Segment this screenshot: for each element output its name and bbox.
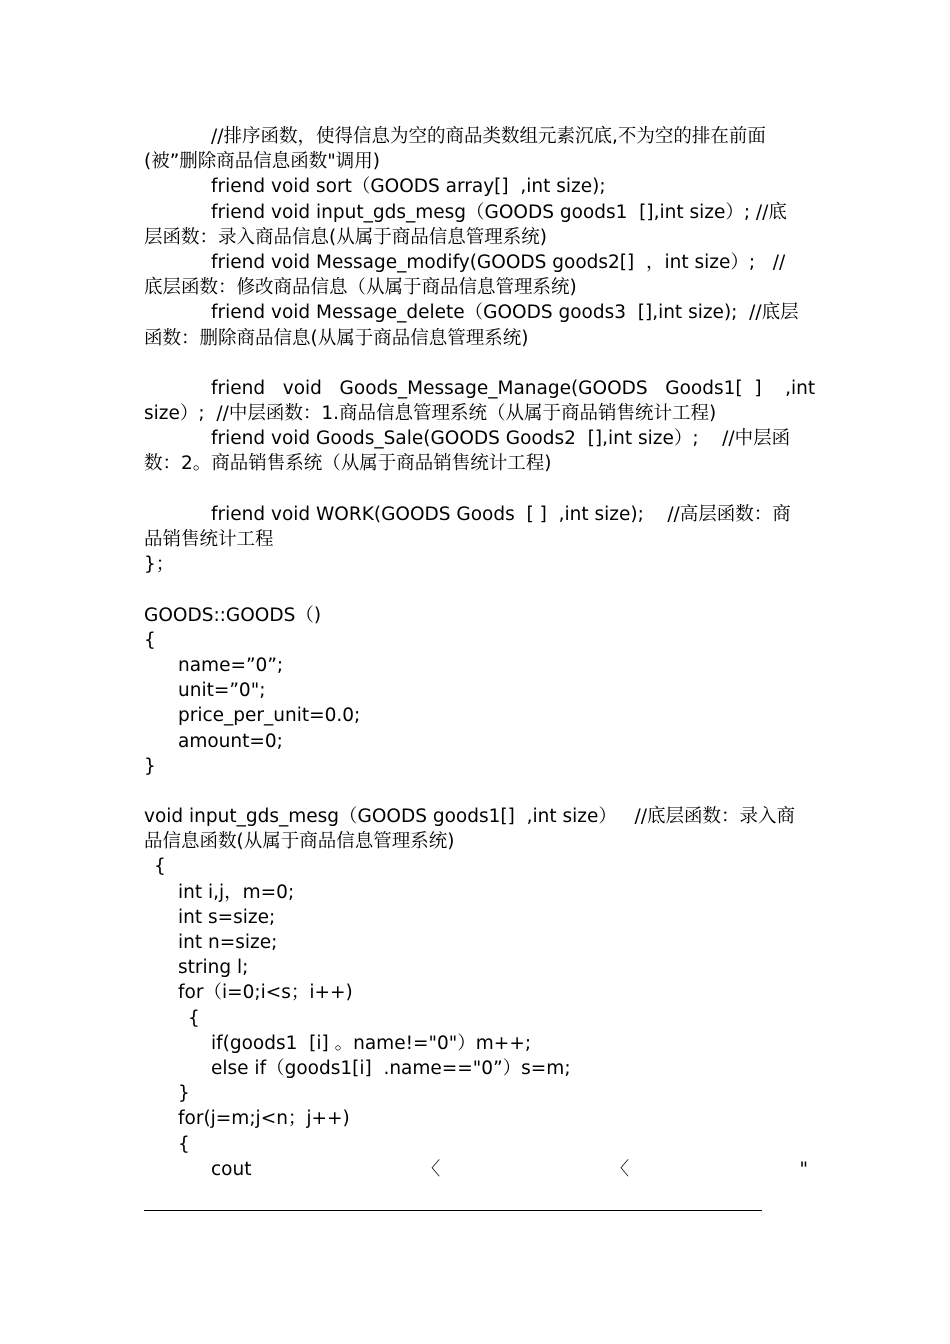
blank-line — [144, 351, 808, 376]
cout-line — [144, 1157, 808, 1182]
horizontal-rule — [144, 1210, 762, 1211]
code-line: friend void Message_modify(GOODS goods2[] ，int size）; // — [211, 251, 786, 273]
code-line: { — [144, 629, 156, 651]
code-line: int n=size; — [178, 932, 278, 953]
code-line: for(j=m;j<n；j++) — [178, 1108, 350, 1130]
stream-operator-1: 〈 — [421, 1158, 441, 1180]
code-line: int i,j，m=0; — [178, 881, 295, 903]
code-line: friend void Goods_Message_Manage(GOODS Goods1[ ] ,int — [211, 377, 816, 399]
code-line: friend void sort（GOODS array[] ,int size); — [211, 176, 606, 198]
code-line: GOODS::GOODS（) — [144, 604, 322, 626]
code-line: 数：2。商品销售系统（从属于商品销售统计工程) — [144, 453, 552, 475]
comment-line: //排序函数，使得信息为空的商品类数组元素沉底,不为空的排在前面 — [211, 126, 766, 147]
code-line: { — [188, 1007, 200, 1029]
code-line: { — [154, 856, 166, 878]
code-line: }； — [144, 554, 175, 576]
code-line: size）; //中层函数：1.商品信息管理系统（从属于商品销售统计工程) — [144, 403, 717, 425]
code-line: 底层函数：修改商品信息（从属于商品信息管理系统) — [144, 277, 577, 299]
code-line: price_per_unit=0.0; — [178, 705, 361, 727]
code-listing — [144, 124, 816, 1182]
code-line: 函数：删除商品信息(从属于商品信息管理系统) — [144, 327, 529, 349]
comment-line: (被”删除商品信息函数"调用) — [144, 151, 381, 173]
code-line: amount=0; — [178, 730, 283, 752]
code-line: name=”0”; — [178, 654, 284, 676]
code-line: 层函数：录入商品信息(从属于商品信息管理系统) — [144, 226, 547, 248]
code-line: } — [144, 755, 156, 777]
code-line: int s=size; — [178, 906, 276, 928]
code-line: for（i=0;i<s；i++) — [178, 982, 353, 1004]
code-line: if(goods1 [i] 。name!="0"）m++; — [211, 1032, 532, 1054]
quote-mark: " — [799, 1158, 808, 1180]
code-line: else if（goods1[i] .name=="0”）s=m; — [211, 1057, 571, 1079]
blank-line — [144, 779, 808, 804]
code-line: friend void WORK(GOODS Goods [ ] ,int size); //高层函数：商 — [211, 503, 791, 525]
code-line: friend void Goods_Sale(GOODS Goods2 [],int size）; //中层函 — [211, 428, 791, 450]
code-line: 品销售统计工程 — [144, 529, 274, 550]
code-line: void input_gds_mesg（GOODS goods1[] ,int size） //底层函数：录入商 — [144, 806, 795, 828]
cout-keyword: cout — [211, 1158, 252, 1180]
code-line: { — [178, 1133, 190, 1155]
blank-line — [144, 577, 808, 602]
code-line: friend void Message_delete（GOODS goods3 [],int size); //底层 — [211, 302, 799, 324]
code-line: unit=”0"; — [178, 680, 266, 702]
code-line: } — [178, 1083, 190, 1105]
code-line: friend void input_gds_mesg（GOODS goods1 [],int size）; //底 — [211, 201, 787, 223]
blank-line — [144, 477, 808, 502]
stream-operator-2: 〈 — [610, 1158, 630, 1180]
code-line: string l; — [178, 957, 249, 979]
code-line: 品信息函数(从属于商品信息管理系统) — [144, 831, 455, 853]
